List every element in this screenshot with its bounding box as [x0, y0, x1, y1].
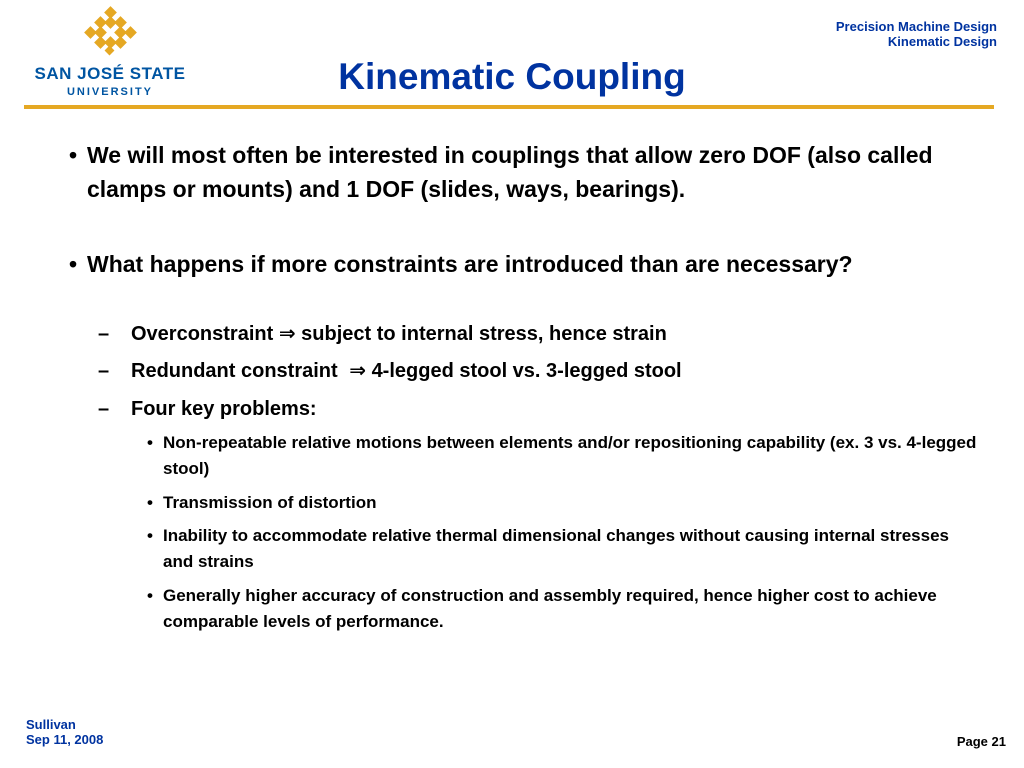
bullet-marker: • [69, 251, 78, 277]
dash-marker: – [98, 360, 110, 382]
course-name: Precision Machine Design [835, 19, 997, 34]
problem-item [147, 430, 983, 482]
implies-arrow-icon: ⇒ [278, 323, 296, 345]
bullet-text: We will most often be interested in couplings that allow zero DOF (also called clamps or mounts) and 1 DOF (slides, ways, bearings). [87, 142, 933, 202]
bullet-item [69, 138, 957, 206]
implies-arrow-icon: ⇒ [349, 360, 366, 382]
sub-bullet-text: Four key problems: [131, 398, 317, 420]
sub-bullet-prefix: Overconstraint [131, 323, 274, 345]
bullet-marker: • [147, 493, 153, 512]
bullet-marker: • [69, 142, 78, 168]
author-name: Sullivan [26, 717, 76, 732]
problem-item [147, 583, 983, 635]
slide-title: Kinematic Coupling [338, 56, 686, 97]
title-divider [24, 105, 994, 109]
problem-item [147, 523, 983, 575]
dash-marker: – [98, 398, 110, 420]
problem-text: Inability to accommodate relative thermal dimensional changes without causing internal stresses and strains [163, 526, 950, 571]
problem-item [147, 490, 983, 516]
lecture-date: Sep 11, 2008 [26, 732, 104, 747]
problem-text: Non-repeatable relative motions between elements and/or repositioning capability (ex. 3 vs. 4-legged stool) [163, 433, 977, 478]
page-number: Page 21 [956, 734, 1006, 749]
bullet-item [69, 247, 957, 281]
logo-university-name: SAN JOSÉ STATE [34, 64, 186, 83]
bullet-text: What happens if more constraints are introduced than are necessary? [87, 251, 853, 277]
problem-text: Transmission of distortion [163, 493, 377, 512]
header-info [836, 19, 997, 49]
bullet-marker: • [147, 526, 153, 545]
bullet-marker: • [147, 586, 153, 605]
sub-bullet-item [98, 321, 951, 347]
bullet-marker: • [147, 433, 153, 452]
sub-bullet-suffix: 4-legged stool vs. 3-legged stool [371, 360, 682, 382]
sjsu-diamond-icon [82, 6, 138, 56]
logo-university-sub: UNIVERSITY [66, 86, 153, 98]
sub-bullet-prefix: Redundant constraint [131, 360, 338, 382]
sub-bullet-item [98, 396, 951, 422]
dash-marker: – [98, 323, 110, 345]
sub-bullet-item [98, 358, 951, 384]
footer-info [26, 717, 103, 747]
slide-title-container [0, 55, 1024, 99]
problem-text: Generally higher accuracy of construction and assembly required, hence higher cost to achieve comparable levels of performance. [163, 586, 937, 631]
sub-bullet-suffix: subject to internal stress, hence strain [301, 323, 667, 345]
topic-name: Kinematic Design [887, 34, 997, 49]
